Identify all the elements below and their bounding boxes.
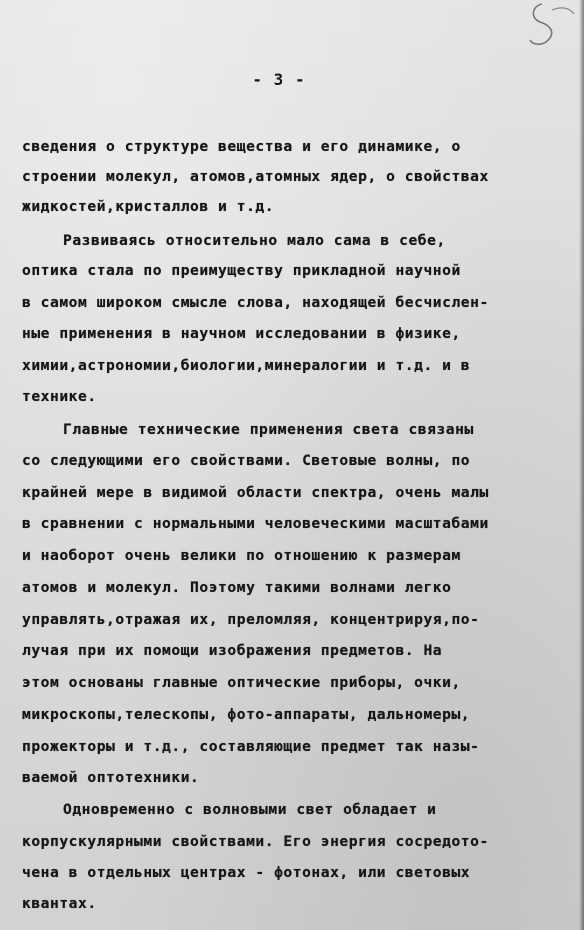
text-line: оптика стала по преимуществу прикладной научной bbox=[22, 262, 461, 279]
text-line: крайней мере в видимой области спектра, очень малы bbox=[22, 484, 489, 501]
text-line: ные применения в научном исследовании в физике, bbox=[22, 325, 461, 342]
paragraph-start-line: Одновременно с волновыми свет обладает и bbox=[63, 801, 437, 818]
text-line: жидкостей,кристаллов и т.д. bbox=[22, 198, 275, 215]
text-line: прожекторы и т.д., составляющие предмет так назы- bbox=[22, 738, 480, 755]
text-line: лучая при их помощи изображения предметов. На bbox=[22, 642, 443, 659]
page-edge-shadow bbox=[579, 0, 584, 930]
text-line: технике. bbox=[22, 388, 97, 405]
text-line: ваемой оптотехники. bbox=[22, 769, 200, 786]
text-line: со следующими его свойствами. Световые волны, по bbox=[22, 452, 471, 469]
text-line: микроскопы,телескопы, фото-аппараты, дальномеры, bbox=[22, 706, 471, 723]
text-line: чена в отдельных центрах - фотонах, или световых bbox=[22, 864, 471, 881]
text-line: в самом широком смысле слова, находящей бесчислен- bbox=[22, 294, 489, 311]
text-line: атомов и молекул. Поэтому такими волнами легко bbox=[22, 579, 452, 596]
text-line: этом основаны главные оптические приборы, очки, bbox=[22, 674, 461, 691]
text-line: строении молекул, атомов,атомных ядер, о свойствах bbox=[22, 168, 489, 185]
handwritten-page-mark bbox=[522, 0, 582, 52]
text-line: в сравнении с нормальными человеческими масштабами bbox=[22, 515, 489, 532]
text-line: и наоборот очень велики по отношению к размерам bbox=[22, 547, 461, 564]
paragraph-start-line: Главные технические применения света связаны bbox=[63, 421, 474, 438]
text-line: управлять,отражая их, преломляя, концентрируя,по- bbox=[22, 611, 480, 628]
text-line: сведения о структуре вещества и его динамике, о bbox=[22, 138, 461, 155]
text-line: квантах. bbox=[22, 895, 97, 912]
paragraph-start-line: Развиваясь относительно мало сама в себе, bbox=[63, 232, 446, 249]
text-line: корпускулярными свойствами. Его энергия сосредото- bbox=[22, 833, 489, 850]
text-line: химии,астрономии,биологии,минералогии и т.д. и в bbox=[22, 357, 471, 374]
page-number: - 3 - bbox=[252, 70, 306, 89]
